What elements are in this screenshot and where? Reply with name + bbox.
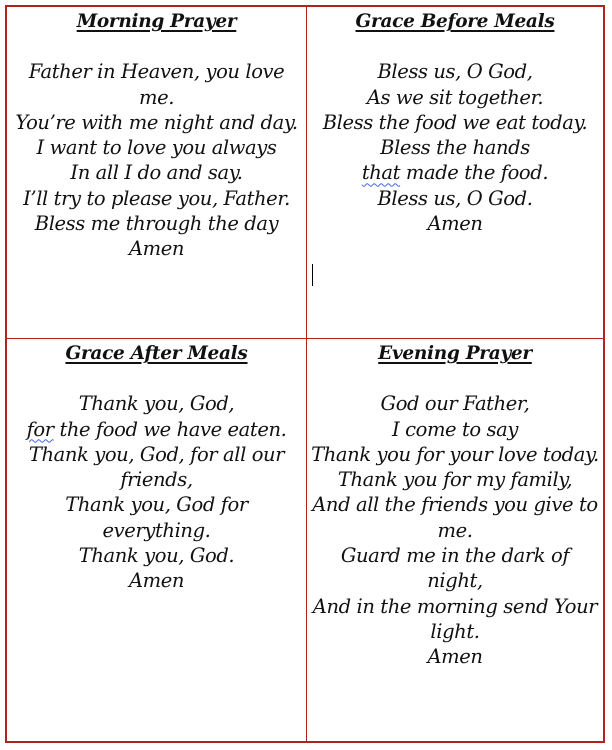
prayer-line: Bless us, O God, (377, 60, 533, 84)
prayer-cell-grace-after (7, 338, 306, 741)
prayer-line: Amen (427, 645, 483, 669)
prayer-line: Thank you, God, (78, 392, 235, 416)
prayer-title: Evening Prayer (378, 343, 532, 364)
prayer-line: Bless me through the day (34, 212, 279, 236)
text-cursor (312, 264, 313, 286)
prayer-line: And all the friends you give to me. (312, 493, 598, 542)
prayer-line: Thank you for your love today. (311, 442, 599, 466)
prayer-title: Morning Prayer (76, 11, 237, 32)
prayer-body (311, 391, 599, 669)
prayer-line: Bless the food we eat today. (322, 110, 588, 134)
prayer-line: Bless the hands (380, 136, 530, 160)
prayer-line: Father in Heaven, you love me. (28, 60, 285, 109)
prayer-line: Amen (128, 569, 185, 593)
prayer-line: Amen (128, 237, 185, 261)
prayer-line: Thank you, God for everything. (65, 493, 248, 542)
prayer-line: You’re with me night and day. (15, 110, 298, 134)
prayer-body (11, 59, 302, 261)
prayer-line: Thank you for my family, (337, 468, 573, 492)
prayer-title: Grace After Meals (65, 343, 248, 364)
prayer-body (311, 59, 599, 236)
prayer-line: Thank you, God. (78, 544, 235, 568)
prayer-cell-grace-before (306, 7, 603, 338)
prayer-cell-evening (306, 338, 603, 741)
prayer-line: In all I do and say. (70, 161, 243, 185)
prayer-line: As we sit together. (366, 85, 544, 109)
spellcheck-word: that (361, 161, 401, 185)
prayer-line: Amen (427, 212, 483, 236)
prayer-title: Grace Before Meals (355, 11, 555, 32)
prayer-line: Guard me in the dark of night, (340, 544, 570, 593)
prayer-line: God our Father, (380, 392, 530, 416)
prayer-body (11, 391, 302, 593)
prayer-line: I come to say (391, 417, 519, 441)
prayer-line: And in the morning send Your light. (312, 594, 598, 643)
prayer-line: that made the food. (361, 161, 549, 185)
spellcheck-word: for (26, 417, 54, 441)
prayer-line: Thank you, God, for all our friends, (28, 442, 285, 492)
prayer-cell-morning (7, 7, 306, 338)
prayer-line: I’ll try to please you, Father. (23, 186, 290, 210)
prayer-line: Bless us, O God. (377, 186, 533, 210)
prayer-line: for the food we have eaten. (26, 417, 287, 441)
prayer-line: I want to love you always (36, 136, 277, 160)
prayer-table (5, 5, 605, 743)
